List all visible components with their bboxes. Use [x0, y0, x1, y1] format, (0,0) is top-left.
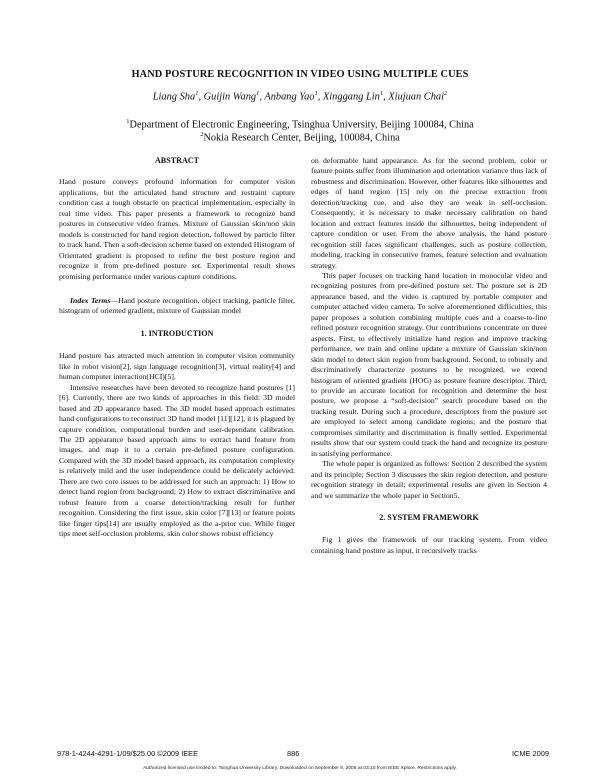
author-separator: , — [317, 91, 323, 103]
author-name: Xinggang Lin — [322, 91, 380, 103]
affiliation-mark: 1 — [126, 118, 130, 125]
left-column — [59, 156, 295, 540]
author-affiliation-mark: 1 — [195, 90, 199, 97]
intro-paragraph-4: The whole paper is organized as follows: Section 2 described the system and its principle; Section 3 discusses the skin region detection, and posture recognition strategy in detail; experimental results are given in Section 4 and we summarize the whole paper in Section5. — [311, 459, 547, 500]
footer-isbn: 978-1-4244-4291-1/09/$25.00 ©2009 IEEE — [57, 749, 199, 758]
index-terms-text: —Hand posture recognition, object tracking, particle filter, histogram of oriented gradient, mixture of Gaussian model — [59, 295, 295, 316]
author-name: Anbang Yao — [264, 91, 315, 103]
affiliation-text: Department of Electronic Engineering, Tsinghua University, Beijing 100084, China — [129, 119, 474, 131]
author-separator: , — [259, 91, 265, 103]
introduction-heading: 1. INTRODUCTION — [140, 328, 214, 338]
index-terms-lead: Index Terms — [70, 295, 111, 305]
author-affiliation-mark: 1 — [256, 90, 260, 97]
abstract-heading: ABSTRACT — [154, 156, 200, 165]
right-column — [311, 156, 547, 556]
author-affiliation-mark: 1 — [379, 90, 384, 97]
affiliation-2 — [40, 131, 560, 143]
index-terms — [59, 296, 295, 317]
intro-paragraph-2: Intensive researches have been devoted to recognize hand postures [1][6]. Currently, there are two kinds of approaches in this field: 3D model based and 2D appearance based. The 3D model based approach estimates hand configurations to reconstruct 3D hand model [11][12], it is plagued by capture condition, computational burden and user-dependant calibration. The 2D appearance based approach aims to extract hand feature from images, and map it to a certain pre-defined posture configuration. Compared with the 3D model based approach, its computation complexity is relatively mild and the user independence could be delicately achieved. There are two core issues to be addressed for such an approach: 1) How to detect hand region from background; 2) How to extract discriminative and robust feature from a coarse detection/tracking result for further recognition. Considering the first issue, skin color [7][13] or feature points like finger tips[14] are usually employed as the a-prior cue. While finger tips meet self-occlusion problems, skin color shows robust efficiency — [59, 382, 295, 539]
author-list — [40, 90, 560, 102]
abstract-text: Hand posture conveys profound information for computer vision applications, but the articulated hand structure and restraint capture condition cast a tough obstacle on practical implementation, especially in real time video. This paper presents a framework to recognize hand postures in consecutive video frames. Mixture of Gaussian skin/non skin models is constructed for hand region detection, followed by particle filter to track hand. Then a soft-decision scheme based on extended Histogram of Orientated gradient is proposed to refine the best posture region and recognize it from pre-defined posture set. Experimental result shows promising performance under various capture conditions. — [59, 177, 295, 281]
affiliation-text: Nokia Research Center, Beijing, 100084, China — [203, 132, 400, 144]
affiliation-mark: 2 — [200, 131, 204, 138]
affiliation-1 — [40, 118, 560, 130]
intro-paragraph-2-continued: on deformable hand appearance. As for the second problem, color or feature points suffer from illumination and orientation variance thus lack of robustness and discrimination. However, other features like silhouettes and edges of hand region [15] rely on the precise extraction from detection/tracking cue, and also they are weak in self-occlusion. Consequently, it is necessary to make necessary calibration on hand location and extract features inside the silhouettes, being independent of capture condition or user. From the above analysis, the hand posture recognition still faces significant challenges, such as posture collection, modeling, tracking in consecutive frames, feature selection and evaluation strategy. — [311, 156, 547, 270]
license-notice: Authorized licensed use limited to: Tsinghua University Library. Downloaded on September 9, 2009 at 03:10 from IEEE Xplore. Restrictions apply. — [143, 766, 457, 771]
author-affiliation-mark: 2 — [444, 90, 448, 97]
intro-paragraph-1: Hand posture has attracted much attention in computer vision community like in robot vision[2], sign language recognition[3], virtual reality[4] and human computer interaction(HCI)[5]. — [59, 351, 295, 382]
system-framework-heading: 2. SYSTEM FRAMEWORK — [379, 512, 479, 522]
author-name: Xiujuan Chai — [388, 91, 444, 103]
author-name: Guijin Wang — [203, 91, 257, 103]
author-name: Liang Sha — [152, 91, 196, 103]
author-affiliation-mark: 1 — [314, 90, 318, 97]
intro-paragraph-3: This paper focuses on tracking hand location in monocular video and recognizing postures from pre-defined posture set. The posture set is 2D appearance based, and the video is captured by portable computer and computer attached video camera. To solve aforementioned difficulties, this paper proposes a solution combining multiple cues and a coarse-to-fine refined posture recognition strategy. Our contributions concentrate on three aspects. First, to effectively initialize hand region and improve tracking performance, we train and online update a mixture of Gaussian skin/non skin model to detect skin region from background. Second, to robustly and discriminatively characterize postures to be recognized, we extend histogram of oriented gradient (HOG) as posture feature descriptor. Third, to provide an accurate location for recognition and determine the best posture, we propose a “soft-decision” search procedure based on the tracking result. During such a procedure, descriptors from the posture set are employed to select among candidate regions; and the posture that compromises similarity and discrimination is finally settled. Experimental results show that our system could track the hand and recognize its posture in satisfying performance. — [311, 270, 547, 458]
author-separator: , — [383, 91, 389, 103]
framework-paragraph-1: Fig 1 gives the framework of our tracking system. From video containing hand posture as input, it recursively tracks — [311, 535, 547, 555]
author-separator: , — [198, 91, 204, 103]
footer-page-number: 886 — [287, 749, 300, 758]
footer-conference: ICME 2009 — [512, 749, 549, 758]
paper-title: HAND POSTURE RECOGNITION IN VIDEO USING MULTIPLE CUES — [131, 69, 469, 80]
